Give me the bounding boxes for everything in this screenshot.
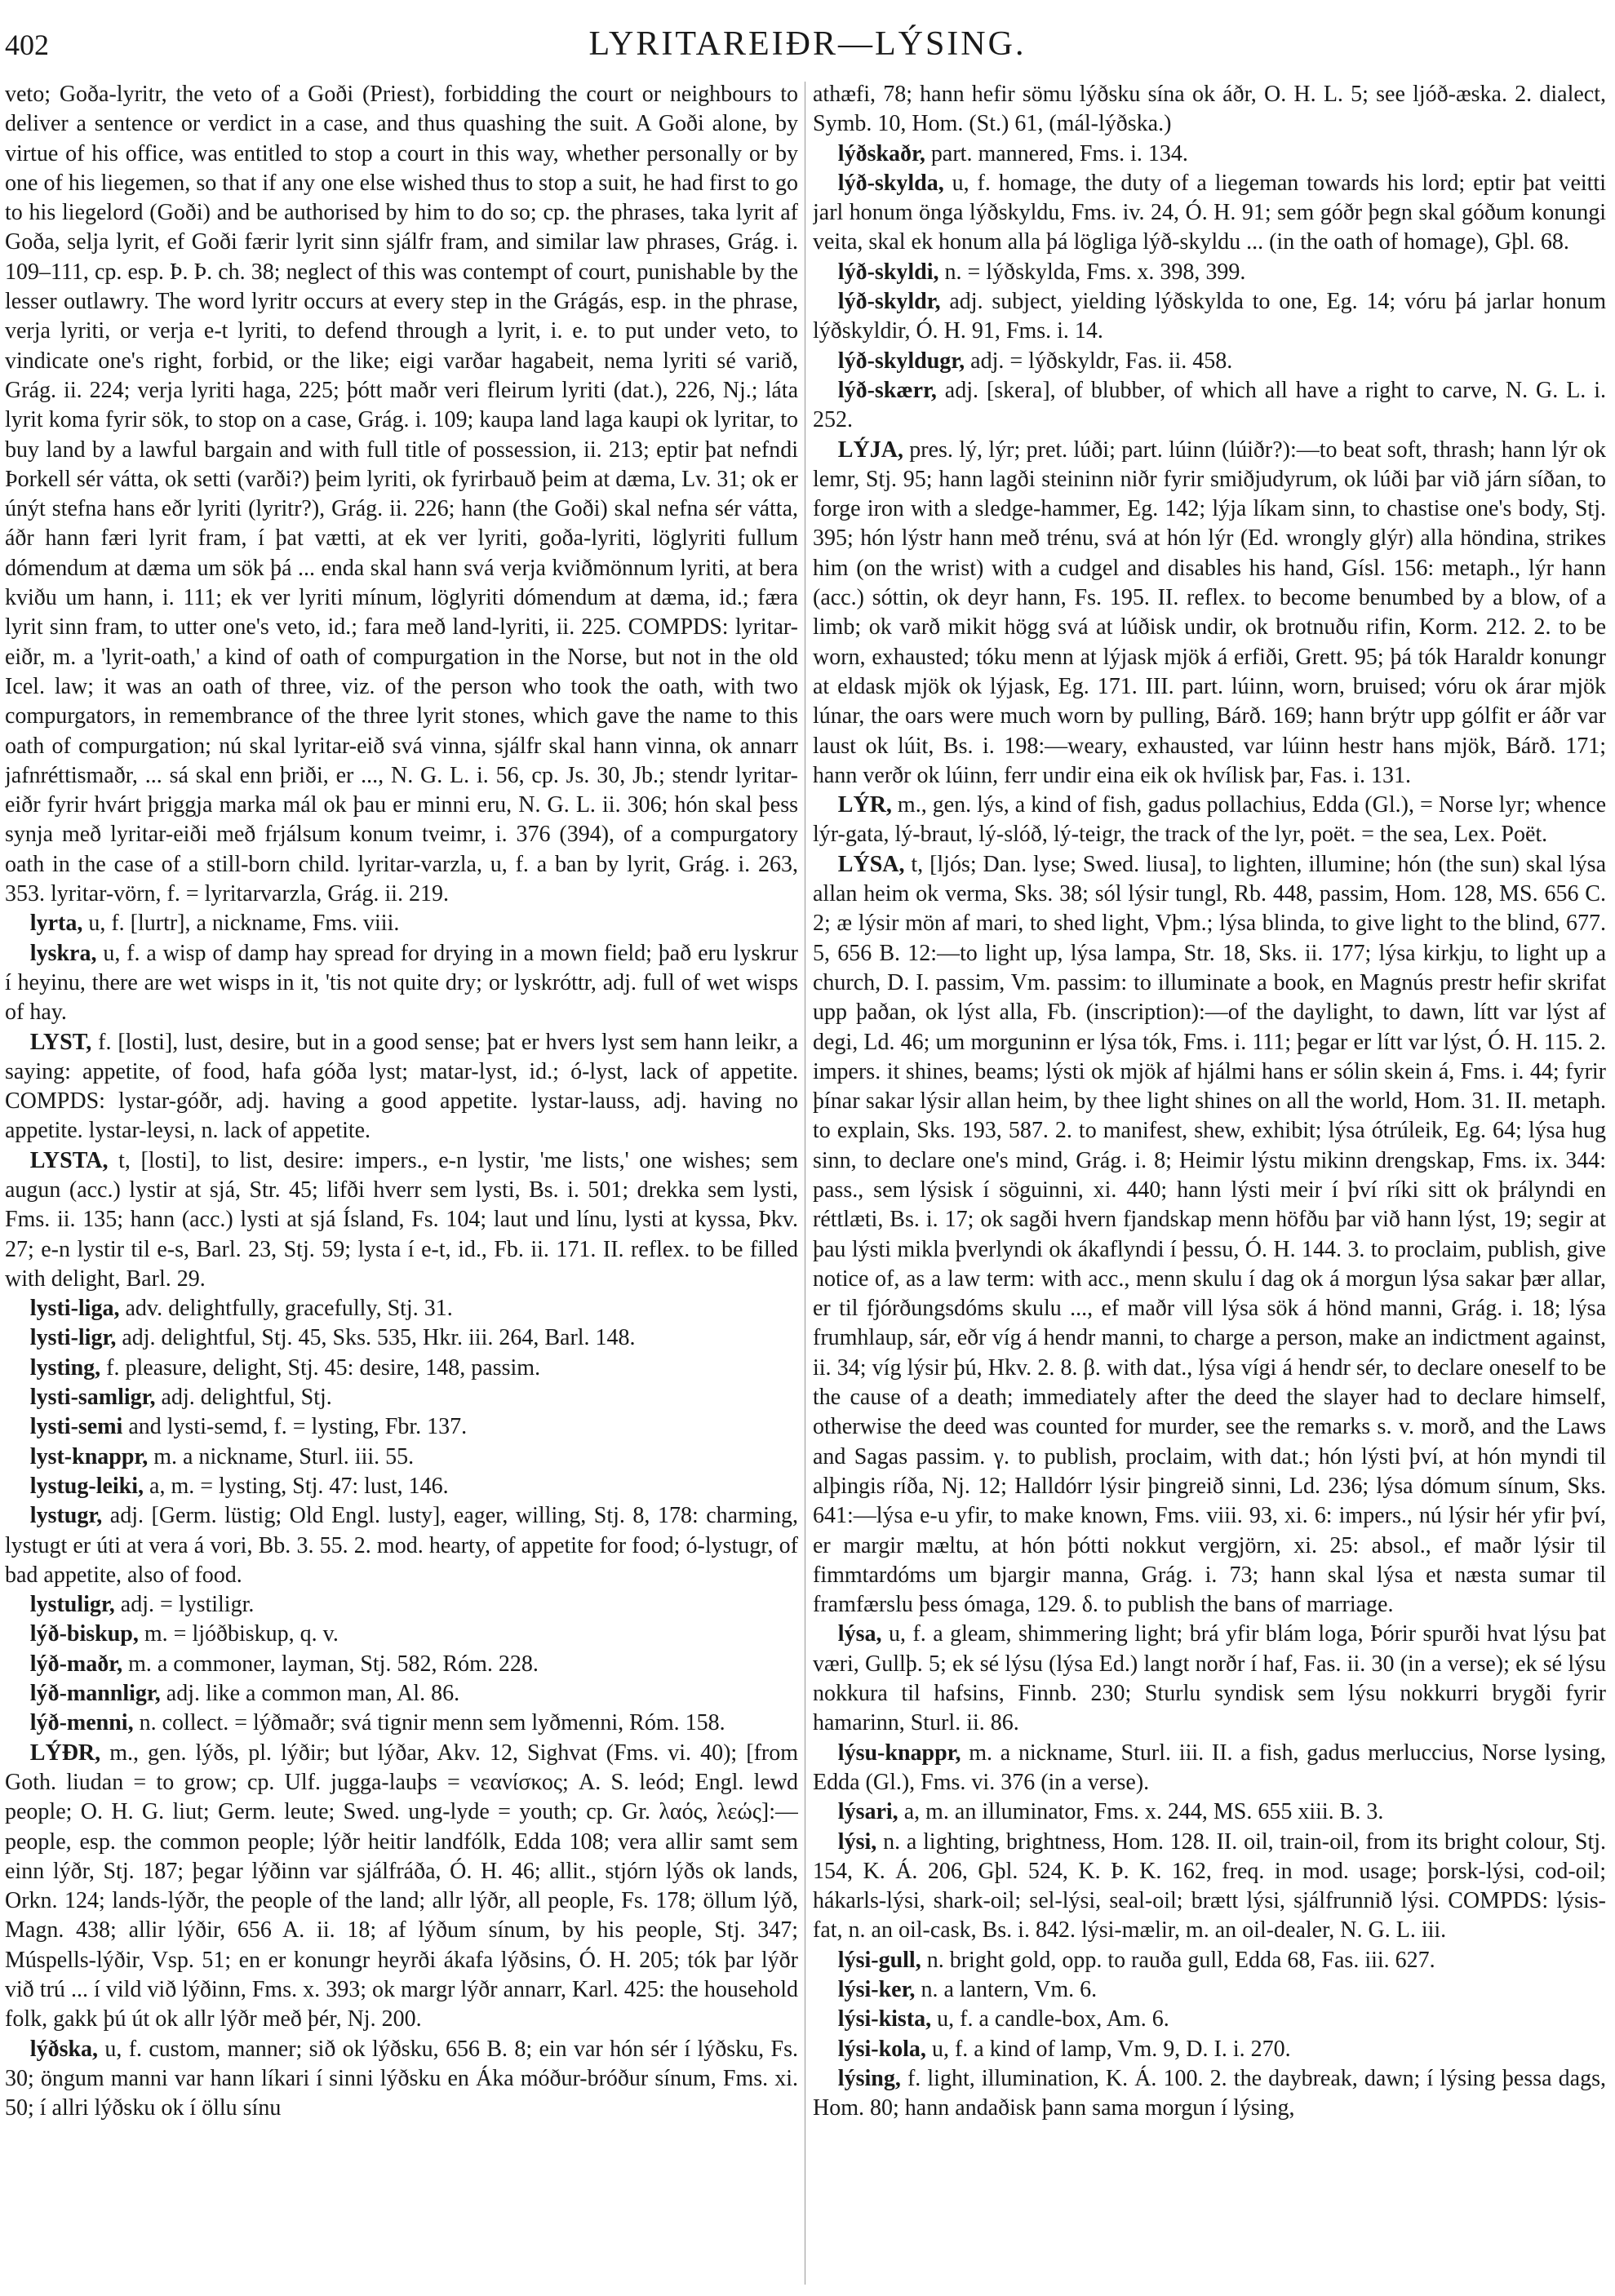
dictionary-entry: [5, 2035, 798, 2124]
dictionary-entry: [5, 1590, 798, 1620]
dictionary-entry: [5, 939, 798, 1028]
dictionary-entry: [813, 1946, 1606, 1975]
entry-headword: lystuligr,: [29, 1592, 115, 1618]
dictionary-entry: [813, 1975, 1606, 2005]
entry-definition: adj. = lýðskyldr, Fas. ii. 458.: [965, 348, 1233, 374]
entry-definition: m. a commoner, layman, Stj. 582, Róm. 228.: [122, 1651, 539, 1677]
entry-headword: lýð-skylda,: [837, 170, 944, 196]
dictionary-entry: [813, 2064, 1606, 2124]
page-header: [0, 23, 1615, 69]
entry-definition: n. collect. = lýðmaðr; svá tignir menn sem lyðmenni, Róm. 158.: [133, 1710, 725, 1736]
dictionary-entry: [5, 1323, 798, 1353]
dictionary-entry: [813, 1797, 1606, 1827]
entry-definition: u, f. custom, manner; sið ok lýðsku, 656 B. 8; ein var hón sér í lýðsku, Fs. 30; öngum manni var hann líkari í sinni lýðsku en Áka móður-bróður sínum, Fms. xi. 50; í allri lýðsku ok í öllu sínu: [5, 2036, 798, 2121]
dictionary-entry: [5, 1412, 798, 1442]
entry-headword: lysti-ligr,: [29, 1325, 117, 1351]
entry-headword: lysting,: [29, 1354, 101, 1381]
dictionary-entry: [5, 909, 798, 938]
entry-definition: m., gen. lýðs, pl. lýðir; but lýðar, Akv. 12, Sighvat (Fms. vi. 40); [from Goth. liudan = to grow; cp. Ulf. jugga-lauþs = νεανίσκος; A. S. leód; Engl. lewd people; O. H. G. liut; Germ. leute; Swed. ung-lyde = youth; cp. Gr. λαός, λεώς]:—people, esp. the common people; lýðr heitir landfólk, Edda 108; vera allir samt sem einn lýðr, Stj. 187; þegar lýðinn var sjálfráða, Ó. H. 46; allit., stjórn lýðs ok lands, Orkn. 124; lands-lýðr, the people of the land; allr lýðr, all people, Fs. 178; öllum lýð, Magn. 438; allir lýðir, 656 A. ii. 18; af lýðum sínum, by his people, Stj. 347; Múspells-lýðir, Vsp. 51; en er konungr heyrði ákafa lýðsins, Ó. H. 205; tók þar lýðr við trú ... í vild við lýðinn, Fms. x. 393; ok margr lýðr annarr, Karl. 425: the household folk, gakk þú út ok allr lýðr með þér, Nj. 200.: [5, 1740, 798, 2032]
dictionary-entry: [813, 347, 1606, 376]
entry-definition: n. a lantern, Vm. 6.: [915, 1977, 1098, 2002]
dictionary-entry: [5, 1028, 798, 1146]
dictionary-entry: [813, 1739, 1606, 1798]
entry-definition: m. = ljóðbiskup, q. v.: [138, 1621, 339, 1647]
entry-definition: n. bright gold, opp. to rauða gull, Edda 68, Fas. iii. 627.: [921, 1947, 1435, 1973]
entry-definition: f. [losti], lust, desire, but in a good sense; þat er hvers lyst sem hann leikr, a saying: appetite, of food, hafa góða lyst; matar-lyst, id.; ó-lyst, lack of appetite. COMPDS: lystar-góðr, adj. having a good appetite. lystar-lauss, adj. having no appetite. lystar-leysi, n. lack of appetite.: [5, 1029, 798, 1144]
entry-headword: lýsa,: [837, 1621, 882, 1647]
dictionary-entry: [813, 2035, 1606, 2064]
dictionary-entry: [5, 1501, 798, 1590]
entry-headword: lýð-menni,: [29, 1710, 134, 1736]
entry-headword: lýð-biskup,: [29, 1621, 139, 1647]
entry-definition: n. = lýðskylda, Fms. x. 398, 399.: [938, 259, 1246, 285]
entry-headword: lýð-skærr,: [837, 377, 937, 403]
dictionary-entry: [5, 1620, 798, 1649]
entry-headword: lýsi-kista,: [837, 2006, 932, 2032]
entry-headword: lystugr,: [29, 1503, 103, 1529]
entry-definition: u, f. a candle-box, Am. 6.: [931, 2006, 1169, 2032]
entry-definition: n. a lighting, brightness, Hom. 128. II. oil, train-oil, from its bright colour, Stj. 154, K. Á. 206, Gþl. 524, K. Þ. K. 162, freq. in mod. usage; þorsk-lýsi, cod-oil; hákarls-lýsi, shark-oil; sel-lýsi, seal-oil; brætt lýsi, sjálfrunnið lýsi. COMPDS: lýsis-fat, n. an oil-cask, Bs. i. 842. lýsi-mælir, m. an oil-dealer, N. G. L. iii.: [813, 1828, 1606, 1944]
entry-definition: adj. delightful, Stj. 45, Sks. 535, Hkr. iii. 264, Barl. 148.: [116, 1325, 636, 1351]
entry-definition: f. light, illumination, K. Á. 100. 2. the daybreak, dawn; í lýsing þessa dags, Hom. 80; hann andaðisk þann sama morgun í lýsing,: [813, 2065, 1606, 2121]
entry-headword: lystug-leiki,: [29, 1473, 144, 1499]
entry-definition: adj. [Germ. lüstig; Old Engl. lusty], eager, willing, Stj. 8, 178: charming, lystugt er úti at vera á vori, Bb. 3. 55. 2. mod. hearty, of appetite for food; ó-lystugr, of bad appetite, also of food.: [5, 1503, 798, 1588]
entry-definition: adj. [skera], of blubber, of which all have a right to carve, N. G. L. i. 252.: [813, 377, 1606, 433]
entry-headword: lýsi-gull,: [837, 1947, 921, 1973]
entry-headword: lýð-skyldr,: [837, 289, 941, 315]
entry-definition: adv. delightfully, gracefully, Stj. 31.: [119, 1296, 453, 1322]
dictionary-entry: [5, 1709, 798, 1738]
entry-definition: u, f. a kind of lamp, Vm. 9, D. I. i. 270.: [925, 2036, 1291, 2062]
left-column: [5, 80, 798, 2287]
entry-headword: LÝJA,: [837, 437, 903, 463]
dictionary-entry: [5, 1354, 798, 1383]
dictionary-entry: [5, 1650, 798, 1679]
entry-headword: lýð-mannligr,: [29, 1681, 161, 1707]
entry-definition: athæfi, 78; hann hefir sömu lýðsku sína ok áðr, O. H. L. 5; see ljóð-æska. 2. dialect, Symb. 10, Hom. (St.) 61, (mál-lýðska.): [813, 82, 1606, 137]
entry-definition: a, m. an illuminator, Fms. x. 244, MS. 655 xiii. B. 3.: [898, 1799, 1384, 1825]
entry-headword: LÝR,: [837, 792, 892, 818]
entry-headword: lýsari,: [837, 1799, 898, 1825]
entry-headword: lýðska,: [29, 2036, 99, 2062]
entry-definition: adj. like a common man, Al. 86.: [160, 1681, 460, 1707]
entry-headword: lýsu-knappr,: [837, 1740, 961, 1766]
entry-headword: lysti-semi: [29, 1414, 123, 1440]
entry-definition: pres. lý, lýr; pret. lúði; part. lúinn (lúiðr?):—to beat soft, thrash; hann lýr ok lemr, Stj. 95; hann lagði steininn niðr fyrir smiðjudyrum, ok lúði þar við járn síðan, to forge iron with a sledge-hammer, Eg. 142; lýja líkam sinn, to chastise one's body, Stj. 395; hón lýstr hann með trénu, svá at hón lýr (Ed. wrongly glýr) alla höndina, strikes him (on the wrist) with a cudgel and disables his hand, Gísl. 156: metaph., lýr hann (acc.) sóttin, ok deyr hann, Fs. 195. II. reflex. to become benumbed by a blow, of a limb; ok varð mikit högg svá at lúðisk undir, ok brotnuðu rifin, Korm. 212. 2. to be worn, exhausted; tóku menn at lýjask mjök á erfiði, Grett. 95; þá tók Haraldr konungr at eldask mjök ok lýjask, Eg. 171. III. part. lúinn, worn, bruised; vóru ok árar mjök lúnar, the oars were much worn by pulling, Bárð. 169; hann brýtr upp gólfit er áðr var laust ok lúit, Bs. i. 198:—weary, exhausted, var lúinn hestr hans mjök, Bárð. 171; hann verðr ok lúinn, ferr undir eina eik ok hvílisk þar, Fas. i. 131.: [813, 437, 1606, 788]
dictionary-entry: [813, 791, 1606, 850]
entry-headword: LÝÐR,: [29, 1740, 101, 1766]
entry-definition: m., gen. lýs, a kind of fish, gadus pollachius, Edda (Gl.), = Norse lyr; whence lýr-gata, lý-braut, lý-slóð, lý-teigr, the track of the lyr, poët. = the sea, Lex. Poët.: [813, 792, 1606, 848]
entry-headword: lýðskaðr,: [837, 140, 925, 166]
dictionary-entry: [813, 169, 1606, 258]
entry-headword: lýsi-kola,: [837, 2036, 926, 2062]
dictionary-entry: [813, 850, 1606, 1620]
entry-definition: adj. subject, yielding lýðskylda to one, Eg. 14; vóru þá jarlar honum lýðskyldir, Ó. H. 91, Fms. i. 14.: [813, 289, 1606, 344]
entry-headword: lýð-maðr,: [29, 1651, 123, 1677]
dictionary-entry: [5, 1383, 798, 1412]
entry-definition: u, f. homage, the duty of a liegeman towards his lord; eptir þat veitti jarl honum önga lýðskyldu, Fms. iv. 24, Ó. H. 91; sem góðr þegn skal góðum konungi veita, skal ek honum alla þá lögliga lýð-skyldu ... (in the oath of homage), Gþl. 68.: [813, 170, 1606, 255]
entry-definition: u, f. a wisp of damp hay spread for drying in a mown field; það eru lyskrur í heyinu, there are wet wisps in it, 'tis not quite dry; or lyskróttr, adj. full of wet wisps of hay.: [5, 940, 798, 1026]
entry-definition: and lysti-semd, f. = lysting, Fbr. 137.: [122, 1414, 468, 1440]
entry-headword: lýsing,: [837, 2065, 901, 2091]
dictionary-entry: [5, 1294, 798, 1323]
dictionary-entry: [5, 1146, 798, 1294]
entry-definition: adj. delightful, Stj.: [155, 1385, 332, 1411]
entry-headword: lýð-skyldi,: [837, 259, 939, 285]
entry-headword: LYST,: [29, 1029, 92, 1055]
entry-headword: LÝSA,: [837, 851, 905, 877]
right-column: [813, 80, 1606, 2287]
entry-headword: lýð-skyldugr,: [837, 348, 965, 374]
entry-definition: u, f. [lurtr], a nickname, Fms. viii.: [82, 911, 400, 937]
dictionary-entry: [813, 1620, 1606, 1738]
dictionary-entry: [5, 1472, 798, 1501]
entry-definition: f. pleasure, delight, Stj. 45: desire, 148, passim.: [100, 1354, 541, 1381]
entry-headword: lyskra,: [29, 940, 97, 966]
entry-headword: lyst-knappr,: [29, 1443, 149, 1469]
entry-definition: u, f. a gleam, shimmering light; brá yfir blám loga, Þórir spurði hvat lýsu þat væri, Gullþ. 5; ek sé lýsu (lýsa Ed.) langt norðr í haf, Fas. ii. 30 (in a verse); ek sé lýsu nokkura til hafsins, Finnb. 230; Sturlu syndisk sem lýsu nokkurri brygði fyrir hamarinn, Sturl. ii. 86.: [813, 1621, 1606, 1736]
dictionary-entry: [5, 1739, 798, 2035]
dictionary-entry: [813, 80, 1606, 140]
entry-headword: lysti-samligr,: [29, 1385, 156, 1411]
entry-definition: t, [ljós; Dan. lyse; Swed. liusa], to lighten, illumine; hón (the sun) skal lýsa allan heim ok verma, Sks. 38; sól lýsir tungl, Rb. 448, passim, Hom. 128, MS. 656 C. 2; æ lýsir mön af mari, to shed light, Vþm.; lýsa blinda, to give light to the blind, 677. 5, 656 B. 12:—to light up, lýsa lampa, Str. 18, Sks. ii. 177; lýsa kirkju, to light up a church, D. I. passim, Vm. passim: to illuminate a book, en Magnús prestr hefir skrifat upp þaðan, ok lýst alla, Fb. (inscription):—of the daylight, to dawn, lítt var lýst af degi, Ld. 46; um morguninn er lýsa tók, Fms. i. 111; þegar er lítt var lýst, Ó. H. 115. 2. impers. it shines, beams; lýsti ok mjök af hjálmi hans er sólin skein á, Fms. i. 44; fyrir þínar sakar lýsir allan heim, by thee light shines on all the world, Hom. 31. II. metaph. to explain, Sks. 193, 587. 2. to manifest, shew, exhibit; lýsa ótrúleik, Eg. 64; lýsa hug sinn, to declare one's mind, Grág. i. 8; Heimir lýstu mikinn drengskap, Fms. ix. 344: pass., sem lýsisk í söguinni, xi. 440; hann lýsti meir í því ríki sitt ok þrályndi en réttlæti, Bs. i. 17; ok sagði hvern fjandskap menn höfðu þar við hann lýst, 19; segir at þau lýsti mikla þverlyndi ok ákaflyndi í þessu, Ó. H. 144. 3. to proclaim, publish, give notice of, as a law term: with acc., menn skulu í dag ok á morgun lýsa sakar þær allar, er til fjórðungsdóms skulu ..., ef maðr vill lýsa sök á hönd manni, Grág. i. 18; lýsa frumhlaup, sár, eðr víg á hendr manni, to charge a person, make an indictment against, ii. 34; víg lýsir þú, Hkv. 2. 8. β. with dat., lýsa vígi á hendr sér, to declare oneself to be the cause of a death; immediately after the deed the slayer had to declare himself, otherwise the deed was counted for murder, see the remarks s. v. morð, and the Laws and Sagas passim. γ. to publish, proclaim, with dat.; hón lýsti því, at hón myndi til alþingis ríða, Nj. 12; Halldórr lýsir þingreið sinni, Ld. 236; lýsa dómum sínum, Sks. 641:—lýsa e-u yfir, to make known, Fms. viii. 93, xi. 6: impers., nú lýsir hér yfir því, er margir mæltu, at hón þótti nokkut vergjörn, xi. 25: absol., ef maðr lýsir til fimmtardóms um bjargir manna, Grág. i. 73; hann skal lýsa et næsta sumar til framfærslu þess ómaga, 129. δ. to publish the bans of marriage.: [813, 851, 1606, 1618]
entry-definition: m. a nickname, Sturl. iii. II. a fish, gadus merluccius, Norse lysing, Edda (Gl.), Fms. vi. 376 (in a verse).: [813, 1740, 1606, 1795]
entry-headword: lyrta,: [29, 911, 83, 937]
dictionary-entry: [813, 287, 1606, 347]
entry-headword: lýsi-ker,: [837, 1977, 916, 2002]
dictionary-entry: [813, 436, 1606, 791]
entry-headword: lýsi,: [837, 1828, 877, 1855]
entry-definition: adj. = lystiligr.: [114, 1592, 255, 1618]
entry-headword: LYSTA,: [29, 1147, 109, 1173]
dictionary-entry: [813, 258, 1606, 287]
running-title: LYRITAREIÐR—LÝSING.: [588, 25, 1027, 63]
entry-definition: veto; Goða-lyritr, the veto of a Goði (Priest), forbidding the court or neighbours to deliver a sentence or verdict in a case, and thus quashing the suit. A Goði alone, by virtue of his office, was entitled to stop a court in this way, whether personally or by one of his liegemen, so that if any one else wished thus to stop a suit, he had first to go to his liegelord (Goði) and be authorised by him to do so; cp. the phrases, taka lyrit af Goða, selja lyrit, ef Goði færir lyrit sinn sjálfr fram, and similar law phrases, Grág. i. 109–111, cp. esp. Þ. Þ. ch. 38; neglect of this was contempt of court, punishable by the lesser outlawry. The word lyritr occurs at every step in the Grágás, esp. in the phrase, verja lyriti, or verja e-t lyriti, to defend through a lyrit, i. e. to put under veto, to vindicate one's right, forbid, or the like; eigi varðar hagabeit, nema lyriti sé varið, Grág. ii. 224; verja lyriti haga, 225; þótt maðr veri fleirum lyriti (dat.), 226, Nj.; láta lyrit koma fyrir sök, to stop on a case, Grág. i. 109; kaupa land laga kaupi ok lyritar, to buy land by a lawful bargain and with full title of possession, ii. 213; eptir þat nefndi Þorkell sér vátta, ok setti (varði?) þeim lyriti, ok fyrirbauð þeim at dæma, Lv. 31; ok er únýt stefna hans eðr lyriti (lyritr?), Grág. ii. 226; hann (the Goði) skal nefna sér vátta, áðr hann færi lyrit fram, í þat vætti, at ek ver lyriti, goða-lyriti, löglyriti fullum dómendum at dæma um sök þá ... enda skal hann svá verja kviðmönnum lyriti, at bera kviðu um hann, i. 111; ek ver lyriti mínum, löglyriti dómendum at dæma, id.; færa lyrit sinn fram, to utter one's veto, id.; fara með land-lyriti, ii. 225. COMPDS: lyritar-eiðr, m. a 'lyrit-oath,' a kind of oath of compurgation in the Norse, but not in the old Icel. law; it was an oath of three, viz. of the person who took the oath, with two compurgators, in remembrance of the three lyrit stones, which gave the name to this oath of compurgation; nú skal lyritar-eið svá vinna, sjálfr skal hann vinna, ok annarr jafnréttismaðr, ... sá skal enn þriði, er ..., N. G. L. i. 56, cp. Js. 30, Jb.; stendr lyritar-eiðr fyrir hvárt þriggja marka mál ok þau er minni eru, N. G. L. ii. 306; hón skal þess synja með lyritar-eiði með frjálsum konum tveimr, i. 376 (394), of a compurgatory oath in the case of a still-born child. lyritar-varzla, u, f. a ban by lyrit, Grág. i. 263, 353. lyritar-vörn, f. = lyritarvarzla, Grág. ii. 219.: [5, 82, 798, 907]
entry-definition: m. a nickname, Sturl. iii. 55.: [148, 1443, 415, 1469]
dictionary-entry: [813, 1828, 1606, 1946]
entry-headword: lysti-liga,: [29, 1296, 120, 1322]
entry-definition: part. mannered, Fms. i. 134.: [925, 140, 1188, 166]
dictionary-entry: [5, 1679, 798, 1709]
dictionary-entry: [5, 1443, 798, 1472]
dictionary-entry: [813, 140, 1606, 169]
dictionary-entry: [5, 80, 798, 909]
entry-definition: t, [losti], to list, desire: impers., e-n lystir, 'me lists,' one wishes; sem augun (acc.) lystir at sjá, Str. 45; lifði hverr sem lysti, Bs. i. 501; drekka sem lysti, Fms. ii. 135; hann (acc.) lysti at sjá Ísland, Fs. 104; laut und línu, lysti at kyssa, Þkv. 27; e-n lystir til e-s, Barl. 23, Stj. 59; lysta í e-t, id., Fb. ii. 171. II. reflex. to be filled with delight, Barl. 29.: [5, 1147, 798, 1292]
dictionary-entry: [813, 376, 1606, 436]
dictionary-entry: [813, 2005, 1606, 2034]
page-number: 402: [5, 29, 49, 61]
entry-definition: a, m. = lysting, Stj. 47: lust, 146.: [144, 1473, 449, 1499]
